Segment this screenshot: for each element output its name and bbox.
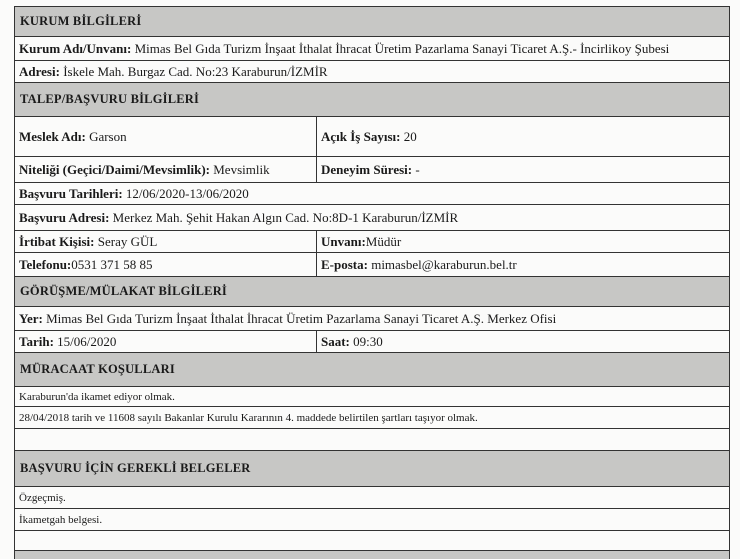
basvuru-tarih-label: Başvuru Tarihleri:: [19, 185, 123, 201]
muracaat-item: [14, 406, 730, 428]
belge-empty-row: [14, 530, 730, 550]
yer-row: [14, 306, 730, 330]
section-kurum-header: [14, 6, 730, 36]
nitelik-cell: [15, 157, 317, 182]
telefon-label: Telefonu:: [19, 256, 72, 272]
telefon-row: [14, 252, 730, 276]
irtibat-cell: [15, 231, 317, 252]
tarih-saat-row: [14, 330, 730, 352]
deneyim-value: -: [412, 161, 420, 177]
basvuru-tarih-row: [14, 182, 730, 204]
eposta-label: E-posta:: [321, 256, 368, 272]
kurum-address-row: [14, 60, 730, 82]
tarih-label: Tarih:: [19, 333, 54, 349]
kurum-address-value: İskele Mah. Burgaz Cad. No:23 Karaburun/İZMİR: [59, 63, 328, 79]
kurum-name-label: Kurum Adı/Unvanı:: [19, 40, 132, 56]
acik-is-label: Açık İş Sayısı:: [321, 128, 401, 144]
eposta-value: mimasbel@karaburun.bel.tr: [367, 256, 517, 272]
irtibat-row: [14, 230, 730, 252]
yer-label: Yer:: [19, 310, 43, 326]
basvuru-adres-row: [14, 204, 730, 230]
muracaat-item-text: Karaburun'da ikamet ediyor olmak.: [19, 390, 175, 403]
section-talep-header: [14, 82, 730, 116]
kurum-address-label: Adresi:: [19, 63, 60, 79]
basvuru-adres-label: Başvuru Adresi:: [19, 209, 110, 225]
irtibat-value: Seray GÜL: [94, 233, 158, 249]
section-title: TALEP/BAŞVURU BİLGİLERİ: [20, 92, 200, 106]
unvan-label: Unvanı:: [321, 233, 366, 249]
nitelik-row: [14, 156, 730, 182]
acik-is-value: 20: [400, 128, 417, 144]
deneyim-cell: [317, 157, 729, 182]
nitelik-label: Niteliği (Geçici/Daimi/Mevsimlik):: [19, 161, 210, 177]
muracaat-item: [14, 386, 730, 406]
belge-item-text: Özgeçmiş.: [19, 491, 66, 504]
meslek-value: Garson: [85, 128, 127, 144]
muracaat-item-text: 28/04/2018 tarih ve 11608 sayılı Bakanlar Kurulu Kararının 4. maddede belirtilen şartları taşıyor olmak.: [19, 411, 478, 424]
basvuru-adres-value: Merkez Mah. Şehit Hakan Algın Cad. No:8D-1 Karaburun/İZMİR: [109, 209, 459, 225]
section-gorusme-header: [14, 276, 730, 306]
belge-item-text: İkametgah belgesi.: [19, 513, 103, 526]
deneyim-label: Deneyim Süresi:: [321, 161, 413, 177]
meslek-label: Meslek Adı:: [19, 128, 86, 144]
nitelik-value: Mevsimlik: [209, 161, 270, 177]
meslek-row: [14, 116, 730, 156]
saat-value: 09:30: [349, 333, 383, 349]
acik-is-cell: [317, 117, 729, 156]
muracaat-empty-row: [14, 428, 730, 450]
tarih-cell: [15, 331, 317, 352]
kurum-name-value: Mimas Bel Gıda Turizm İnşaat İthalat İhracat Üretim Pazarlama Sanayi Ticaret A.Ş.- İncirlikoy Şubesi: [131, 40, 670, 56]
section-muracaat-header: [14, 352, 730, 386]
belge-item: [14, 486, 730, 508]
unvan-value: Müdür: [365, 233, 402, 249]
eposta-cell: [317, 253, 729, 276]
tarih-value: 15/06/2020: [53, 333, 117, 349]
section-title: KURUM BİLGİLERİ: [20, 14, 142, 28]
section-title: MÜRACAAT KOŞULLARI: [20, 362, 175, 376]
telefon-cell: [15, 253, 317, 276]
yer-value: Mimas Bel Gıda Turizm İnşaat İthalat İhracat Üretim Pazarlama Sanayi Ticaret A.Ş. Merkez Ofisi: [42, 310, 557, 326]
telefon-value: 0531 371 58 85: [71, 256, 153, 272]
unvan-cell: [317, 231, 729, 252]
saat-cell: [317, 331, 729, 352]
saat-label: Saat:: [321, 333, 350, 349]
next-section-edge: [14, 550, 730, 559]
irtibat-label: İrtibat Kişisi:: [19, 233, 95, 249]
kurum-name-row: [14, 36, 730, 60]
basvuru-tarih-value: 12/06/2020-13/06/2020: [122, 185, 249, 201]
meslek-cell: [15, 117, 317, 156]
section-title: GÖRÜŞME/MÜLAKAT BİLGİLERİ: [20, 284, 228, 298]
section-title: BAŞVURU İÇİN GEREKLİ BELGELER: [20, 461, 251, 475]
belge-item: [14, 508, 730, 530]
section-belgeler-header: [14, 450, 730, 486]
